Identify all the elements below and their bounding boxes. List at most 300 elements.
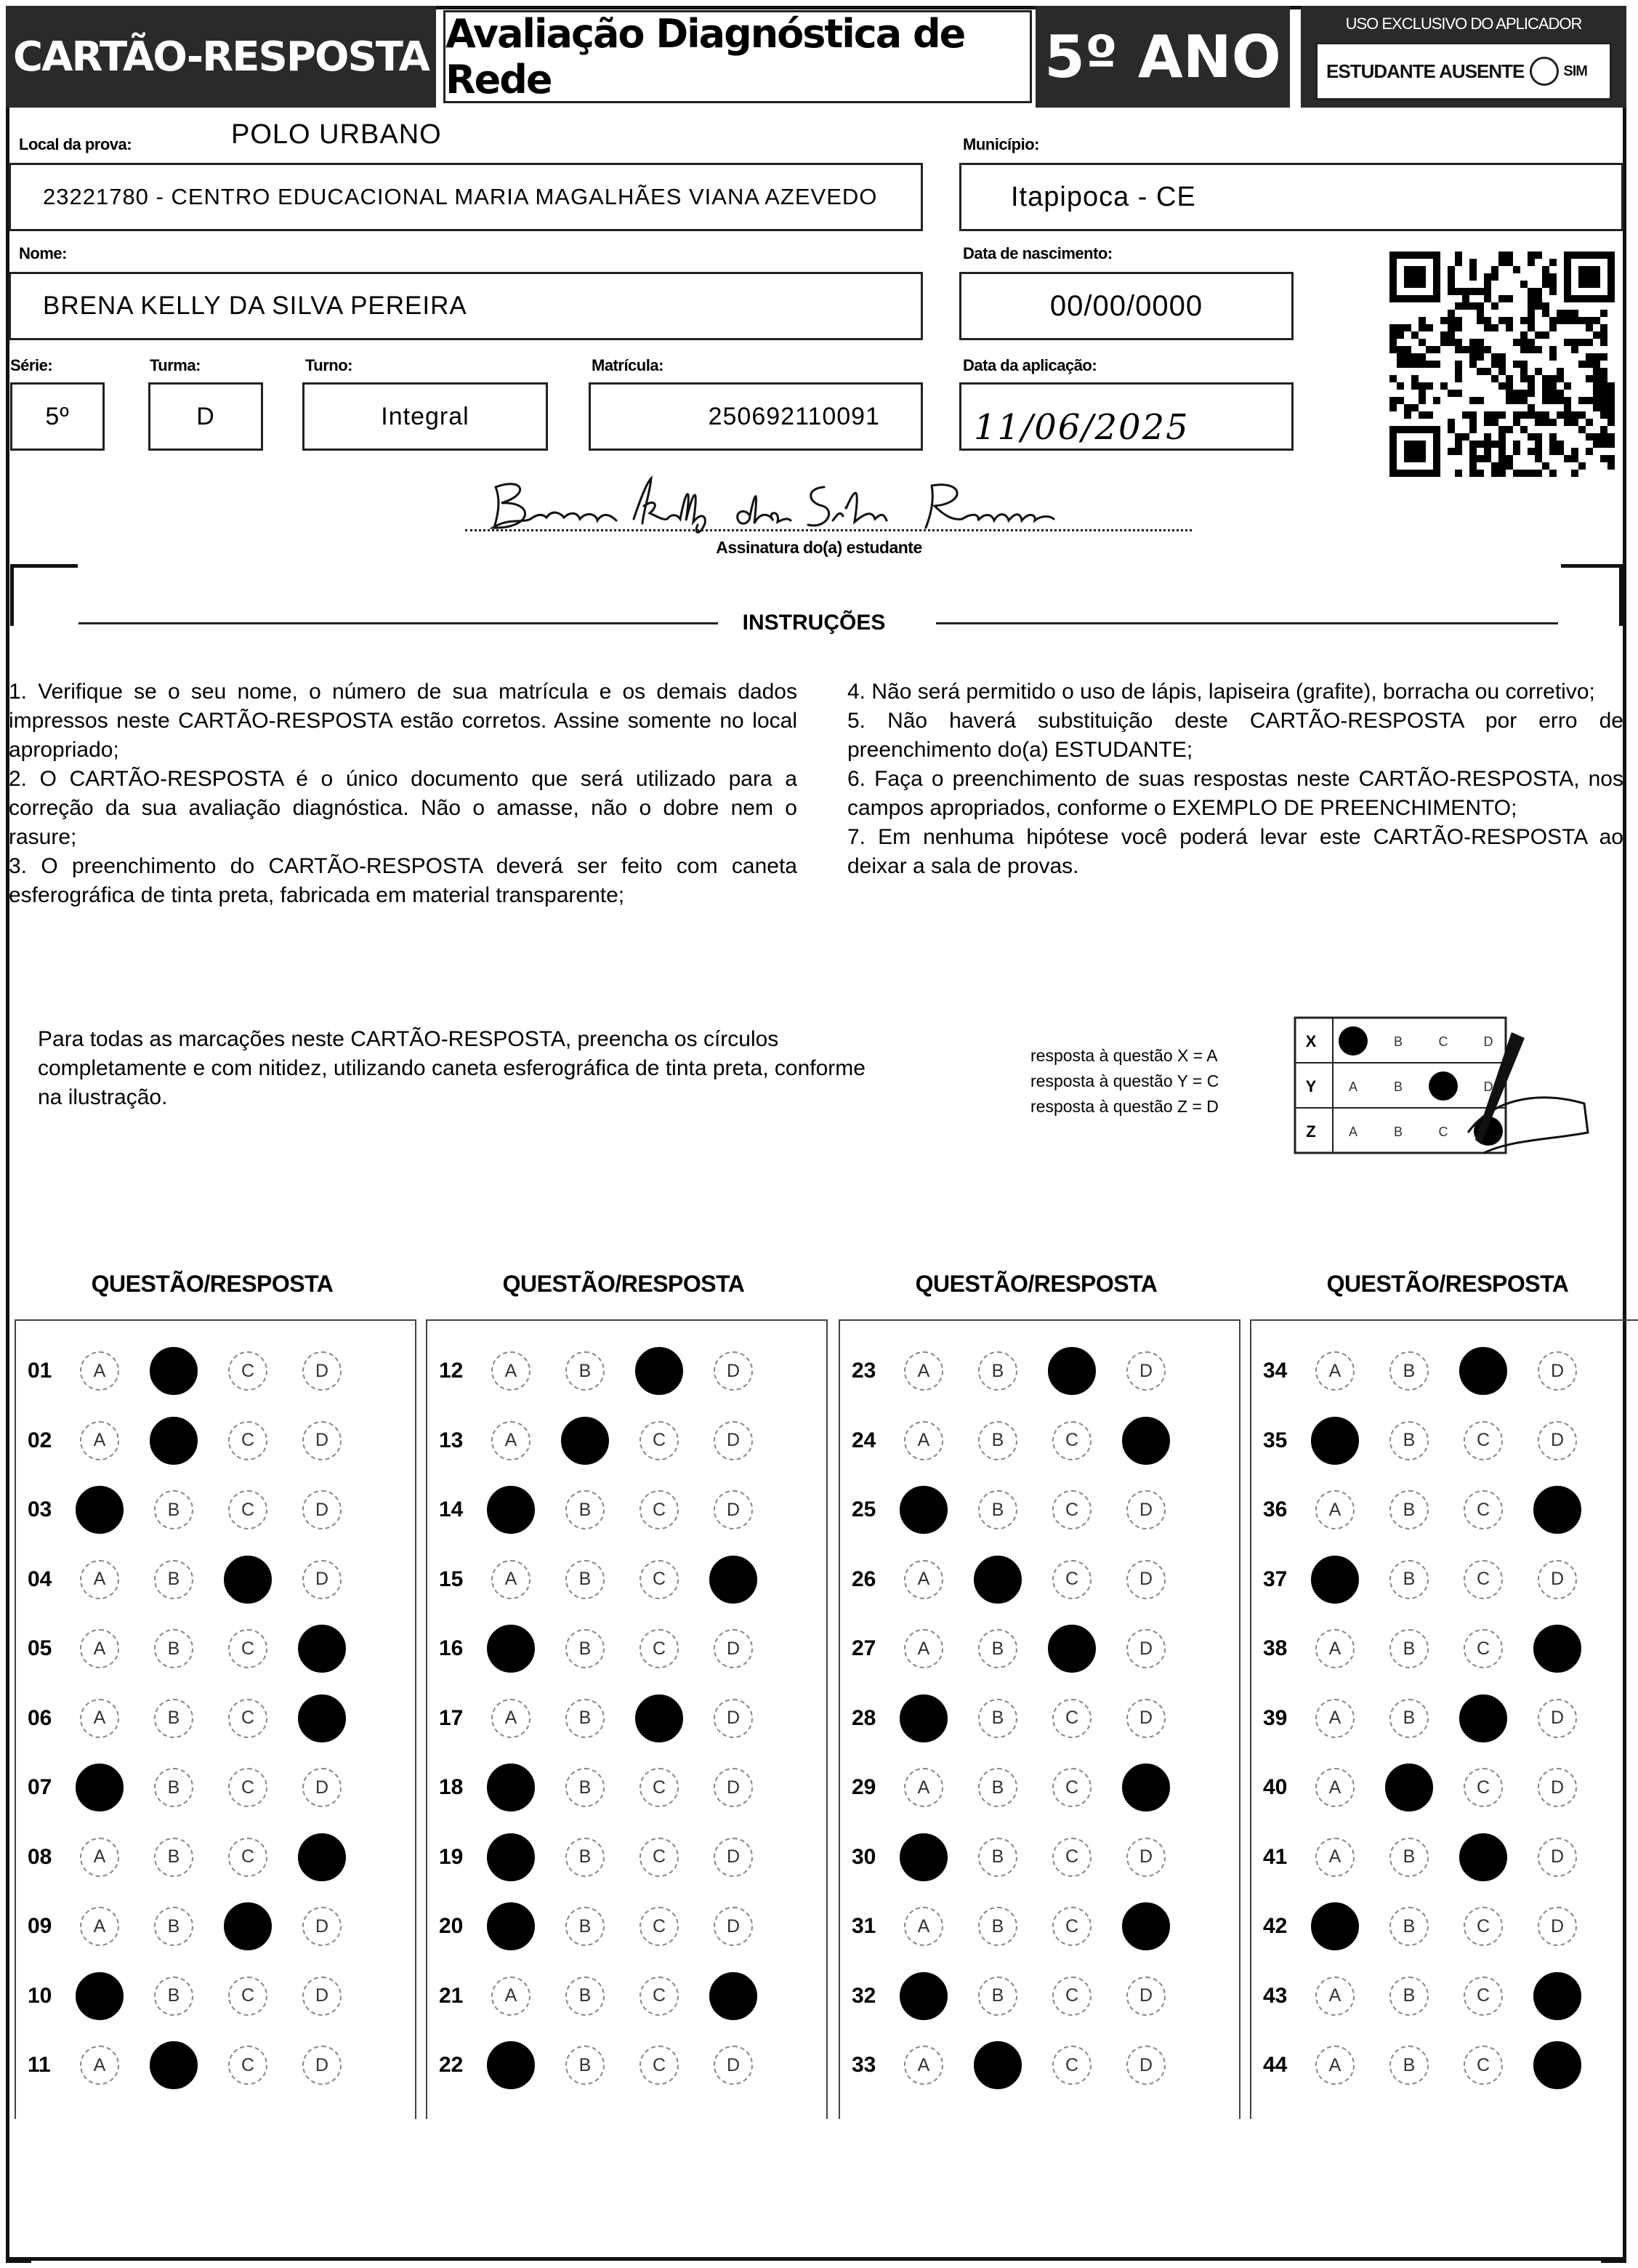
answer-bubble-a[interactable]: A	[491, 1351, 530, 1391]
answer-bubble-d[interactable]: D	[1538, 1351, 1577, 1391]
answer-bubble-b[interactable]: B	[154, 1907, 193, 1946]
question-row	[28, 1766, 376, 1809]
answer-bubble-b[interactable]: B	[154, 1629, 193, 1668]
nome-field	[9, 272, 923, 340]
answer-bubble-b[interactable]: B	[154, 1560, 193, 1599]
question-number: 10	[28, 1983, 52, 2008]
answer-bubble-c[interactable]: C	[640, 1838, 679, 1877]
answer-bubble-c[interactable]: C	[1464, 1560, 1503, 1599]
answer-bubble-a[interactable]: A	[80, 1907, 119, 1946]
question-row	[1263, 1349, 1612, 1393]
matricula-label: Matrícula:	[592, 356, 663, 374]
instruction-7: 7. Em nenhuma hipótese você poderá levar este CARTÃO-RESPOSTA ao deixar a sala de provas.	[847, 825, 1623, 878]
answer-bubble-d[interactable]	[298, 1833, 346, 1881]
question-number: 15	[439, 1567, 464, 1591]
answer-bubble-d[interactable]: D	[1126, 1629, 1166, 1668]
answer-bubble-a[interactable]: A	[904, 1351, 943, 1391]
answer-bubble-a[interactable]: A	[80, 1699, 119, 1738]
answer-bubble-b[interactable]: B	[565, 1351, 605, 1391]
answer-bubble-b[interactable]: B	[978, 1421, 1017, 1460]
answer-bubble-b[interactable]	[974, 2041, 1022, 2089]
question-number: 40	[1263, 1775, 1288, 1799]
answer-bubble-c[interactable]: C	[1464, 1977, 1503, 2016]
absent-checkbox[interactable]	[1530, 57, 1559, 86]
answer-bubble-a[interactable]	[487, 2041, 535, 2089]
question-number: 39	[1263, 1705, 1288, 1730]
answer-bubble-a[interactable]: A	[1315, 1629, 1355, 1668]
question-row	[439, 1905, 788, 1948]
example-label-y: resposta à questão Y = C	[1030, 1071, 1219, 1090]
answer-bubble-a[interactable]	[76, 1486, 124, 1534]
question-row	[439, 1627, 788, 1670]
answer-bubble-c[interactable]: C	[1052, 1560, 1092, 1599]
answer-bubble-c[interactable]	[635, 1347, 683, 1395]
answer-bubble-b[interactable]: B	[1389, 1560, 1429, 1599]
municipio-value: Itapipoca - CE	[1011, 181, 1196, 212]
answer-bubble-a[interactable]	[1311, 1417, 1359, 1465]
instruction-2: 2. O CARTÃO-RESPOSTA é o único documento que será utilizado para a correção da sua avaliação diagnóstica. Não o amasse, não o dobre nem o rasure;	[9, 767, 797, 849]
answer-bubble-c[interactable]: C	[1052, 1490, 1092, 1529]
question-row	[852, 1835, 1201, 1879]
answer-bubble-d[interactable]: D	[302, 1560, 342, 1599]
answer-bubble-d[interactable]: D	[714, 1699, 753, 1738]
signature	[480, 472, 1076, 538]
answer-bubble-d[interactable]	[1533, 1972, 1581, 2020]
nascimento-value: 00/00/0000	[1049, 289, 1203, 322]
question-row	[1263, 1766, 1612, 1809]
answer-bubble-b[interactable]: B	[1389, 1490, 1429, 1529]
serie-label: Série:	[10, 356, 53, 374]
corner-bottom-right	[1601, 2187, 1626, 2263]
question-number: 23	[852, 1359, 876, 1383]
answer-bubble-b[interactable]: B	[565, 1907, 605, 1946]
grade-badge: 5º ANO	[1036, 6, 1290, 108]
question-row	[1263, 1488, 1612, 1532]
answer-bubble-b[interactable]: B	[565, 1699, 605, 1738]
answer-bubble-a[interactable]: A	[80, 2046, 119, 2085]
answer-bubble-b[interactable]: B	[1389, 1629, 1429, 1668]
answer-bubble-d[interactable]	[709, 1556, 757, 1604]
answer-bubble-b[interactable]: B	[565, 1838, 605, 1877]
question-number: 19	[439, 1844, 464, 1869]
instructions-left	[9, 677, 797, 910]
absent-yes-label: SIM	[1563, 63, 1587, 79]
answer-bubble-c[interactable]	[1048, 1625, 1096, 1673]
local-polo: POLO URBANO	[231, 119, 442, 150]
answer-bubble-b[interactable]: B	[978, 1838, 1017, 1877]
answer-bubble-d[interactable]: D	[1538, 1907, 1577, 1946]
instructions-right	[847, 677, 1623, 881]
answer-bubble-a[interactable]: A	[80, 1421, 119, 1460]
answer-bubble-c[interactable]: C	[228, 1629, 267, 1668]
answer-bubble-d[interactable]: D	[302, 1768, 342, 1807]
question-row	[852, 1558, 1201, 1601]
answer-bubble-c[interactable]: C	[1464, 1907, 1503, 1946]
answer-bubble-d[interactable]: D	[1126, 1838, 1166, 1877]
question-number: 02	[28, 1428, 52, 1452]
applicator-panel	[1301, 6, 1626, 108]
question-row	[28, 1697, 376, 1740]
answer-bubble-c[interactable]	[635, 1694, 683, 1742]
answer-bubble-c[interactable]: C	[1052, 1977, 1092, 2016]
answer-bubble-a[interactable]: A	[904, 1768, 943, 1807]
answer-bubble-d[interactable]	[1122, 1902, 1170, 1950]
example-bubble-letter: C	[1438, 1125, 1448, 1139]
question-number: 26	[852, 1567, 876, 1591]
answer-bubble-a[interactable]: A	[80, 1351, 119, 1391]
answer-bubble-d[interactable]: D	[714, 1490, 753, 1529]
answer-bubble-c[interactable]: C	[228, 1490, 267, 1529]
answer-bubble-d[interactable]	[709, 1972, 757, 2020]
answer-bubble-d[interactable]: D	[1126, 1977, 1166, 2016]
answer-bubble-a[interactable]: A	[1315, 2046, 1355, 2085]
answer-bubble-b[interactable]: B	[565, 1560, 605, 1599]
example-question-label: X	[1305, 1032, 1317, 1050]
question-number: 43	[1263, 1983, 1288, 2008]
answer-bubble-a[interactable]	[487, 1486, 535, 1534]
answer-bubble-c[interactable]: C	[1464, 1490, 1503, 1529]
nascimento-label: Data de nascimento:	[963, 244, 1113, 262]
answer-bubble-a[interactable]	[487, 1625, 535, 1673]
question-number: 06	[28, 1705, 52, 1730]
answer-bubble-a[interactable]	[1311, 1902, 1359, 1950]
question-row	[28, 1905, 376, 1948]
answer-bubble-a[interactable]	[76, 1972, 124, 2020]
question-number: 03	[28, 1497, 52, 1521]
turno-value: Integral	[381, 402, 469, 430]
answer-bubble-c[interactable]	[224, 1902, 272, 1950]
answer-bubble-b[interactable]: B	[154, 1838, 193, 1877]
matricula-field	[589, 382, 923, 451]
answer-bubble-b[interactable]: B	[1389, 1907, 1429, 1946]
answer-bubble-c[interactable]: C	[640, 1629, 679, 1668]
instruction-4: 4. Não será permitido o uso de lápis, lapiseira (grafite), borracha ou corretivo;	[847, 680, 1595, 704]
question-row	[1263, 1835, 1612, 1879]
answer-bubble-d[interactable]: D	[302, 1351, 342, 1391]
question-number: 42	[1263, 1914, 1288, 1938]
question-number: 30	[852, 1844, 876, 1869]
answer-bubble-d[interactable]: D	[1538, 1560, 1577, 1599]
answer-bubble-d[interactable]	[1533, 2041, 1581, 2089]
answer-bubble-b[interactable]: B	[978, 1351, 1017, 1391]
answer-bubble-b[interactable]	[150, 1347, 198, 1395]
column-title: QUESTÃO/RESPOSTA	[502, 1271, 745, 1297]
answer-bubble-b[interactable]: B	[978, 1907, 1017, 1946]
answer-bubble-a[interactable]: A	[1315, 1699, 1355, 1738]
example-labels	[1030, 1043, 1219, 1119]
answer-bubble-d[interactable]: D	[714, 1768, 753, 1807]
answer-bubble-a[interactable]	[900, 1972, 948, 2020]
question-row	[439, 1558, 788, 1601]
turno-label: Turno:	[305, 356, 353, 374]
answer-bubble-c[interactable]: C	[1052, 1768, 1092, 1807]
serie-field	[10, 382, 105, 451]
answer-bubble-b[interactable]: B	[565, 1768, 605, 1807]
example-illustration	[1294, 1016, 1599, 1162]
question-row	[28, 1349, 376, 1393]
question-number: 27	[852, 1636, 876, 1660]
answer-bubble-b[interactable]: B	[154, 1490, 193, 1529]
school-field	[9, 163, 923, 231]
question-row	[439, 1349, 788, 1393]
question-number: 21	[439, 1983, 464, 2008]
turma-field	[148, 382, 263, 451]
answer-bubble-b[interactable]: B	[978, 1768, 1017, 1807]
example-label-x: resposta à questão X = A	[1030, 1046, 1218, 1065]
answer-bubble-b[interactable]	[150, 1417, 198, 1465]
question-number: 33	[852, 2053, 876, 2077]
question-row	[28, 1558, 376, 1601]
answer-bubble-b[interactable]: B	[565, 1977, 605, 2016]
answer-bubble-d[interactable]: D	[302, 1421, 342, 1460]
answer-bubble-c[interactable]	[1459, 1347, 1507, 1395]
turma-label: Turma:	[150, 356, 201, 374]
answer-bubble-a[interactable]	[1311, 1556, 1359, 1604]
question-number: 17	[439, 1705, 464, 1730]
column-title: QUESTÃO/RESPOSTA	[91, 1271, 334, 1297]
answer-bubble-d[interactable]	[298, 1625, 346, 1673]
answer-bubble-d[interactable]: D	[302, 1977, 342, 2016]
question-row	[852, 1349, 1201, 1393]
answer-bubble-d[interactable]: D	[1126, 2046, 1166, 2085]
question-number: 18	[439, 1775, 464, 1799]
question-number: 09	[28, 1914, 52, 1938]
instructions-title: INSTRUÇÕES	[742, 611, 886, 635]
answer-bubble-b[interactable]	[1385, 1764, 1433, 1811]
answer-bubble-a[interactable]: A	[80, 1560, 119, 1599]
answer-bubble-b[interactable]: B	[154, 1977, 193, 2016]
nome-value: BRENA KELLY DA SILVA PEREIRA	[43, 291, 467, 320]
answer-bubble-c[interactable]: C	[1052, 1907, 1092, 1946]
question-number: 04	[28, 1567, 52, 1591]
card-title: CARTÃO-RESPOSTA	[6, 6, 436, 108]
answer-bubble-a[interactable]	[900, 1833, 948, 1881]
answer-bubble-c[interactable]: C	[228, 1977, 267, 2016]
answer-bubble-c[interactable]: C	[640, 2046, 679, 2085]
instr-corner-tr	[1561, 564, 1623, 626]
answer-bubble-c[interactable]: C	[1464, 1421, 1503, 1460]
answer-bubble-a[interactable]	[487, 1764, 535, 1811]
answer-bubble-a[interactable]: A	[80, 1629, 119, 1668]
nome-label: Nome:	[19, 244, 67, 262]
answer-bubble-d[interactable]: D	[1126, 1699, 1166, 1738]
answer-bubble-b[interactable]	[561, 1417, 609, 1465]
question-number: 36	[1263, 1497, 1288, 1521]
local-label: Local da prova:	[19, 135, 132, 153]
answer-bubble-a[interactable]: A	[1315, 1490, 1355, 1529]
answer-bubble-d[interactable]: D	[302, 1490, 342, 1529]
question-number: 11	[28, 2053, 51, 2077]
answer-bubble-b[interactable]: B	[1389, 1977, 1429, 2016]
answer-bubble-a[interactable]	[487, 1833, 535, 1881]
answer-bubble-c[interactable]: C	[640, 1768, 679, 1807]
question-number: 25	[852, 1497, 876, 1521]
answer-bubble-a[interactable]: A	[80, 1838, 119, 1877]
instr-rule-right	[936, 622, 1558, 624]
answer-bubble-d[interactable]: D	[1538, 1838, 1577, 1877]
answer-bubble-a[interactable]: A	[1315, 1838, 1355, 1877]
answer-bubble-b[interactable]: B	[154, 1699, 193, 1738]
answer-bubble-a[interactable]: A	[904, 2046, 943, 2085]
answer-bubble-c[interactable]: C	[640, 1907, 679, 1946]
answer-bubble-d[interactable]	[1533, 1625, 1581, 1673]
answer-bubble-b[interactable]: B	[565, 1629, 605, 1668]
answer-bubble-c[interactable]: C	[228, 1421, 267, 1460]
question-row	[852, 1974, 1201, 2018]
turno-field	[302, 382, 548, 451]
municipio-field	[959, 163, 1623, 231]
example-bubble-letter: A	[1348, 1125, 1358, 1139]
answer-bubble-b[interactable]: B	[978, 1699, 1017, 1738]
answer-bubble-d[interactable]: D	[714, 1838, 753, 1877]
answer-bubble-b[interactable]: B	[1389, 1421, 1429, 1460]
answer-bubble-d[interactable]: D	[1126, 1560, 1166, 1599]
answer-bubble-c[interactable]: C	[640, 1490, 679, 1529]
answer-bubble-d[interactable]: D	[302, 2046, 342, 2085]
answer-bubble-d[interactable]: D	[1538, 1768, 1577, 1807]
answer-bubble-b[interactable]: B	[1389, 1838, 1429, 1877]
question-number: 24	[852, 1428, 876, 1452]
answer-bubble-c[interactable]: C	[228, 2046, 267, 2085]
answer-bubble-a[interactable]: A	[904, 1629, 943, 1668]
question-row	[28, 1419, 376, 1463]
instr-corner-tl	[10, 564, 78, 626]
question-number: 12	[439, 1359, 464, 1383]
answer-bubble-c[interactable]: C	[1464, 1629, 1503, 1668]
example-bubble-letter: B	[1393, 1034, 1403, 1049]
question-row	[28, 1974, 376, 2018]
answer-bubble-a[interactable]: A	[1315, 1977, 1355, 2016]
answer-bubble-b[interactable]: B	[565, 1490, 605, 1529]
municipio-label: Município:	[963, 135, 1039, 153]
question-number: 01	[28, 1359, 52, 1383]
answer-bubble-a[interactable]: A	[491, 1421, 530, 1460]
answer-bubble-c[interactable]	[1459, 1833, 1507, 1881]
answer-bubble-b[interactable]: B	[1389, 1699, 1429, 1738]
answer-bubble-c[interactable]: C	[228, 1699, 267, 1738]
answer-bubble-a[interactable]	[76, 1764, 124, 1811]
answer-bubble-a[interactable]: A	[1315, 1351, 1355, 1391]
answer-bubble-c[interactable]	[1459, 1694, 1507, 1742]
answer-bubble-d[interactable]: D	[714, 1907, 753, 1946]
example-bubble-letter: B	[1393, 1079, 1403, 1094]
question-row	[1263, 1974, 1612, 2018]
question-number: 16	[439, 1636, 464, 1660]
answer-bubble-d[interactable]: D	[714, 1629, 753, 1668]
question-number: 37	[1263, 1567, 1288, 1591]
answer-bubble-c[interactable]: C	[1052, 1421, 1092, 1460]
answer-bubble-d[interactable]: D	[302, 1907, 342, 1946]
answer-bubble-b[interactable]: B	[978, 1490, 1017, 1529]
signature-label: Assinatura do(a) estudante	[716, 538, 922, 557]
answer-bubble-b[interactable]: B	[565, 2046, 605, 2085]
answer-bubble-a[interactable]: A	[904, 1421, 943, 1460]
answer-bubble-a[interactable]	[487, 1902, 535, 1950]
answer-bubble-b[interactable]: B	[1389, 1351, 1429, 1391]
question-number: 29	[852, 1775, 876, 1799]
answer-bubble-d[interactable]: D	[1538, 1699, 1577, 1738]
question-row	[28, 1835, 376, 1879]
question-row	[1263, 1558, 1612, 1601]
example-filled-bubble	[1429, 1071, 1458, 1101]
column-title: QUESTÃO/RESPOSTA	[915, 1271, 1158, 1297]
answer-bubble-a[interactable]	[900, 1694, 948, 1742]
signature-line	[465, 529, 1192, 531]
example-bubble-letter: A	[1348, 1079, 1358, 1094]
answer-bubble-b[interactable]	[150, 2041, 198, 2089]
answer-bubble-c[interactable]: C	[1052, 1838, 1092, 1877]
answer-bubble-d[interactable]	[1122, 1417, 1170, 1465]
instruction-5: 5. Não haverá substituição deste CARTÃO-RESPOSTA por erro de preenchimento do(a) ESTUDANTE;	[847, 709, 1623, 762]
answer-bubble-a[interactable]: A	[491, 1699, 530, 1738]
answer-bubble-a[interactable]: A	[491, 1977, 530, 2016]
answer-bubble-b[interactable]: B	[154, 1768, 193, 1807]
question-number: 13	[439, 1428, 464, 1452]
question-number: 32	[852, 1983, 876, 2008]
example-filled-bubble	[1339, 1026, 1368, 1055]
answer-bubble-d[interactable]	[1122, 1764, 1170, 1811]
answer-bubble-d[interactable]: D	[1126, 1490, 1166, 1529]
question-row	[852, 2043, 1201, 2087]
question-row	[439, 1974, 788, 2018]
instruction-1: 1. Verifique se o seu nome, o número de sua matrícula e os demais dados impressos neste CARTÃO-RESPOSTA estão corretos. Assine somente no local apropriado;	[9, 680, 797, 762]
answer-bubble-a[interactable]: A	[904, 1560, 943, 1599]
answer-bubble-c[interactable]: C	[1052, 2046, 1092, 2085]
answer-bubble-a[interactable]	[900, 1486, 948, 1534]
question-row	[852, 1488, 1201, 1532]
answer-bubble-c[interactable]: C	[228, 1768, 267, 1807]
answer-bubble-b[interactable]: B	[1389, 2046, 1429, 2085]
answer-bubble-c[interactable]: C	[640, 1560, 679, 1599]
question-row	[852, 1697, 1201, 1740]
answer-bubble-c[interactable]: C	[228, 1351, 267, 1391]
answer-bubble-d[interactable]: D	[714, 1351, 753, 1391]
answer-bubble-c[interactable]: C	[1464, 1768, 1503, 1807]
answer-bubble-a[interactable]: A	[491, 1560, 530, 1599]
question-row	[439, 1697, 788, 1740]
instruction-3: 3. O preenchimento do CARTÃO-RESPOSTA deverá ser feito com caneta esferográfica de tinta preta, fabricada em material transparente;	[9, 854, 797, 907]
answer-bubble-d[interactable]: D	[1538, 1421, 1577, 1460]
answer-bubble-b[interactable]: B	[978, 1977, 1017, 2016]
answer-bubble-d[interactable]: D	[714, 2046, 753, 2085]
answer-bubble-d[interactable]: D	[714, 1421, 753, 1460]
answer-bubble-c[interactable]	[224, 1556, 272, 1604]
question-number: 20	[439, 1914, 464, 1938]
answer-bubble-a[interactable]: A	[904, 1907, 943, 1946]
answer-bubble-a[interactable]: A	[1315, 1768, 1355, 1807]
answer-bubble-c[interactable]: C	[640, 1421, 679, 1460]
answer-bubble-c[interactable]: C	[1464, 2046, 1503, 2085]
answer-bubble-c[interactable]	[1048, 1347, 1096, 1395]
question-row	[28, 2043, 376, 2087]
answer-bubble-d[interactable]	[298, 1694, 346, 1742]
question-row	[439, 1766, 788, 1809]
answer-bubble-c[interactable]: C	[640, 1977, 679, 2016]
exam-title: Avaliação Diagnóstica de Rede	[443, 10, 1032, 103]
answer-bubble-c[interactable]: C	[1052, 1699, 1092, 1738]
example-bubble-letter: D	[1483, 1079, 1493, 1094]
answer-bubble-d[interactable]: D	[1126, 1351, 1166, 1391]
answer-bubble-d[interactable]	[1533, 1486, 1581, 1534]
answer-bubble-c[interactable]: C	[228, 1838, 267, 1877]
instr-rule-left	[78, 622, 718, 624]
question-number: 07	[28, 1775, 52, 1799]
answer-bubble-b[interactable]: B	[978, 1629, 1017, 1668]
column-title: QUESTÃO/RESPOSTA	[1326, 1271, 1569, 1297]
answer-bubble-b[interactable]	[974, 1556, 1022, 1604]
question-row	[439, 1419, 788, 1463]
question-number: 14	[439, 1497, 464, 1521]
